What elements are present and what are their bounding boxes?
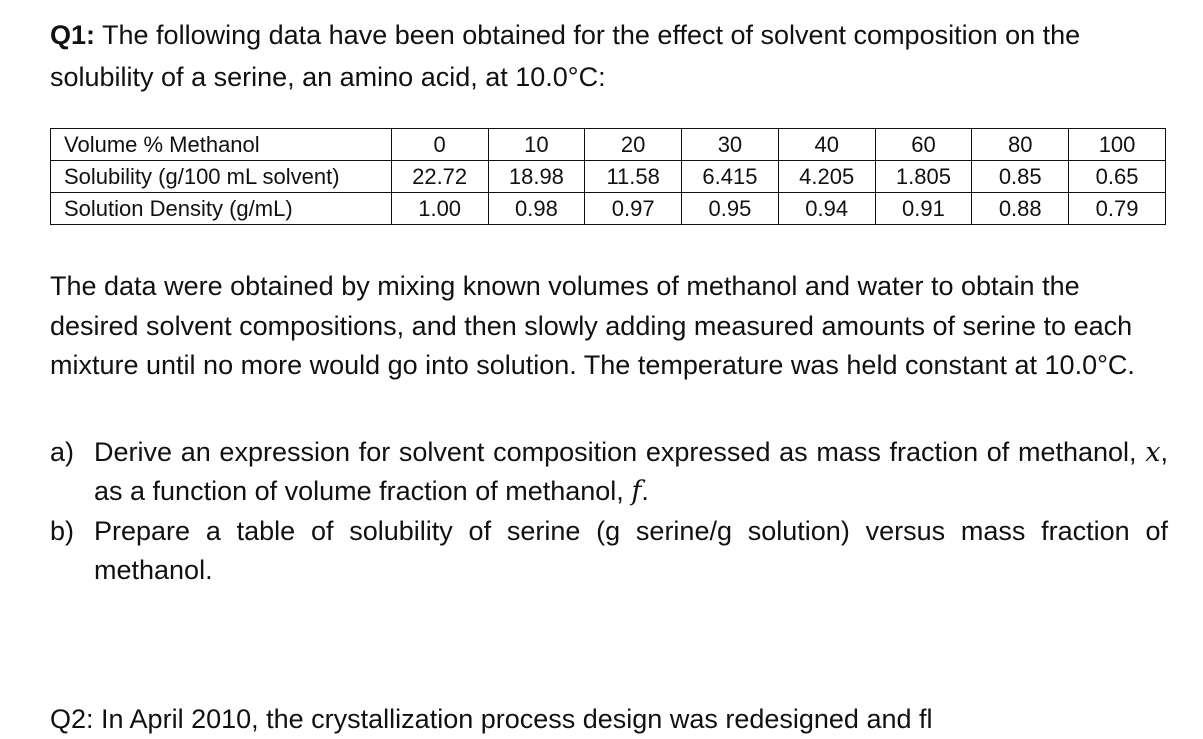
- item-text-part: .: [641, 476, 649, 506]
- table-cell: 100: [1069, 129, 1166, 161]
- table-row: [51, 129, 1166, 161]
- table-cell: 30: [682, 129, 779, 161]
- table-cell: 22.72: [391, 161, 488, 193]
- row-label: Volume % Methanol: [51, 129, 392, 161]
- table-row: [51, 161, 1166, 193]
- table-cell: 0.98: [488, 193, 585, 225]
- table-cell: 11.58: [585, 161, 682, 193]
- solubility-data-table: [50, 128, 1166, 225]
- table-cell: 1.805: [875, 161, 972, 193]
- list-item: [50, 512, 1168, 591]
- table-cell: 18.98: [488, 161, 585, 193]
- cut-off-next-question: Q2: In April 2010, the crystallization process design was redesigned and fl: [50, 704, 933, 734]
- table-cell: 0.79: [1069, 193, 1166, 225]
- item-marker: b): [50, 515, 75, 546]
- item-text: Prepare a table of solubility of serine (g serine/g solution) versus mass fraction of methanol.: [94, 515, 1168, 585]
- table-cell: 0.97: [585, 193, 682, 225]
- table-cell: 1.00: [391, 193, 488, 225]
- document-page: [50, 14, 1168, 591]
- table-cell: 0.85: [972, 161, 1069, 193]
- row-label: Solution Density (g/mL): [51, 193, 392, 225]
- math-variable-f: f: [631, 476, 642, 507]
- item-text-part: , as a function of volume fraction of methanol,: [94, 436, 1168, 506]
- table-cell: 4.205: [778, 161, 875, 193]
- item-text: [94, 433, 1168, 512]
- item-marker: a): [50, 436, 75, 467]
- list-item: [50, 433, 1168, 512]
- table-cell: 10: [488, 129, 585, 161]
- table-cell: 0.88: [972, 193, 1069, 225]
- table-row: [51, 193, 1166, 225]
- task-list: [50, 433, 1168, 591]
- table-cell: 80: [972, 129, 1069, 161]
- item-text-part: Derive an expression for solvent composition expressed as mass fraction of methanol,: [94, 436, 1146, 467]
- row-label: Solubility (g/100 mL solvent): [51, 161, 392, 193]
- table-cell: 0.91: [875, 193, 972, 225]
- table-cell: 0.65: [1069, 161, 1166, 193]
- method-paragraph: The data were obtained by mixing known volumes of methanol and water to obtain the desired solvent compositions, and then slowly adding measured amounts of serine to each mixture until no more would go into solution. The temperature was held constant at 10.0°C.: [50, 271, 1135, 380]
- question-label: Q1:: [50, 20, 96, 50]
- table-cell: 0.95: [682, 193, 779, 225]
- question-intro-text: The following data have been obtained for the effect of solvent composition on the solubility of a serine, an amino acid, at 10.0°C:: [50, 20, 1081, 92]
- table-cell: 6.415: [682, 161, 779, 193]
- question-intro: [50, 14, 1168, 98]
- table-cell: 20: [585, 129, 682, 161]
- table-cell: 60: [875, 129, 972, 161]
- table-cell: 0.94: [778, 193, 875, 225]
- table-cell: 40: [778, 129, 875, 161]
- table-cell: 0: [391, 129, 488, 161]
- math-variable-x: x: [1145, 436, 1161, 468]
